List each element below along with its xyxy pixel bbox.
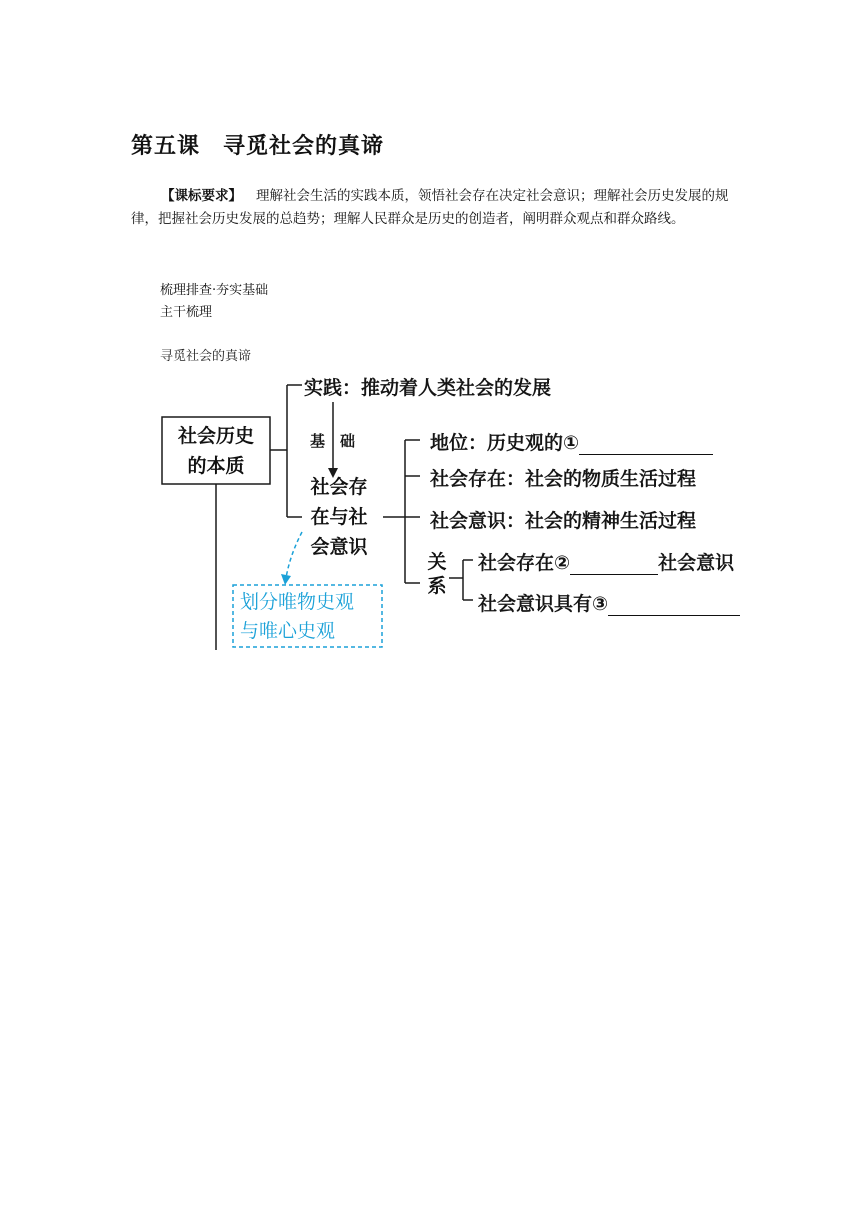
status-text: 地位：历史观的① [430,432,580,454]
relation-b-text: 社会意识具有③ [478,593,609,615]
being-line-2: 在与社 [310,506,368,528]
relation-1: 关 [427,551,447,573]
note-text [240,588,354,646]
relation-a-prefix: 社会存在② [478,552,571,574]
note-line-1: 划分唯物史观 [240,591,355,613]
note-line-2: 与唯心史观 [240,620,336,642]
section-heading-main: 主干梳理 [160,305,213,320]
curriculum-requirement [131,185,751,231]
root-node [162,421,270,481]
being-line-1: 社会存 [310,476,368,498]
mind-map [0,360,860,660]
blank-3 [608,597,740,616]
requirement-text: 理解社会生活的实践本质，领悟社会存在决定社会意识；理解社会历史发展的规律，把握社会历史发展的总趋势；理解人民群众是历史的创造者，阐明群众观点和群众路线。 [131,188,729,227]
relation-a-suffix: 社会意识 [658,552,735,574]
relation-b-node [478,589,740,616]
lesson-title: 第五课 寻觅社会的真谛 [131,134,385,159]
section-heading-review: 梳理排查·夯实基础 [160,283,269,298]
relation-a-node [478,548,734,575]
basis-label-2: 础 [340,432,356,450]
being-line-3: 会意识 [310,536,368,558]
root-line-2: 的本质 [187,455,245,477]
root-line-1: 社会历史 [177,425,254,447]
mindmap-caption: 寻觅社会的真谛 [160,349,252,364]
practice-node: 实践：推动着人类社会的发展 [304,377,552,399]
relation-2: 系 [427,575,447,597]
social-being-node: 社会存在：社会的物质生活过程 [430,468,697,490]
relation-label [424,550,450,598]
status-node [430,428,713,455]
social-consciousness-node: 社会意识：社会的精神生活过程 [430,510,697,532]
blank-1 [579,436,713,455]
requirement-tag: 【课标要求】 [161,188,242,204]
blank-2 [570,556,658,575]
basis-label-1: 基 [310,432,326,450]
being-consciousness-node [303,472,375,562]
